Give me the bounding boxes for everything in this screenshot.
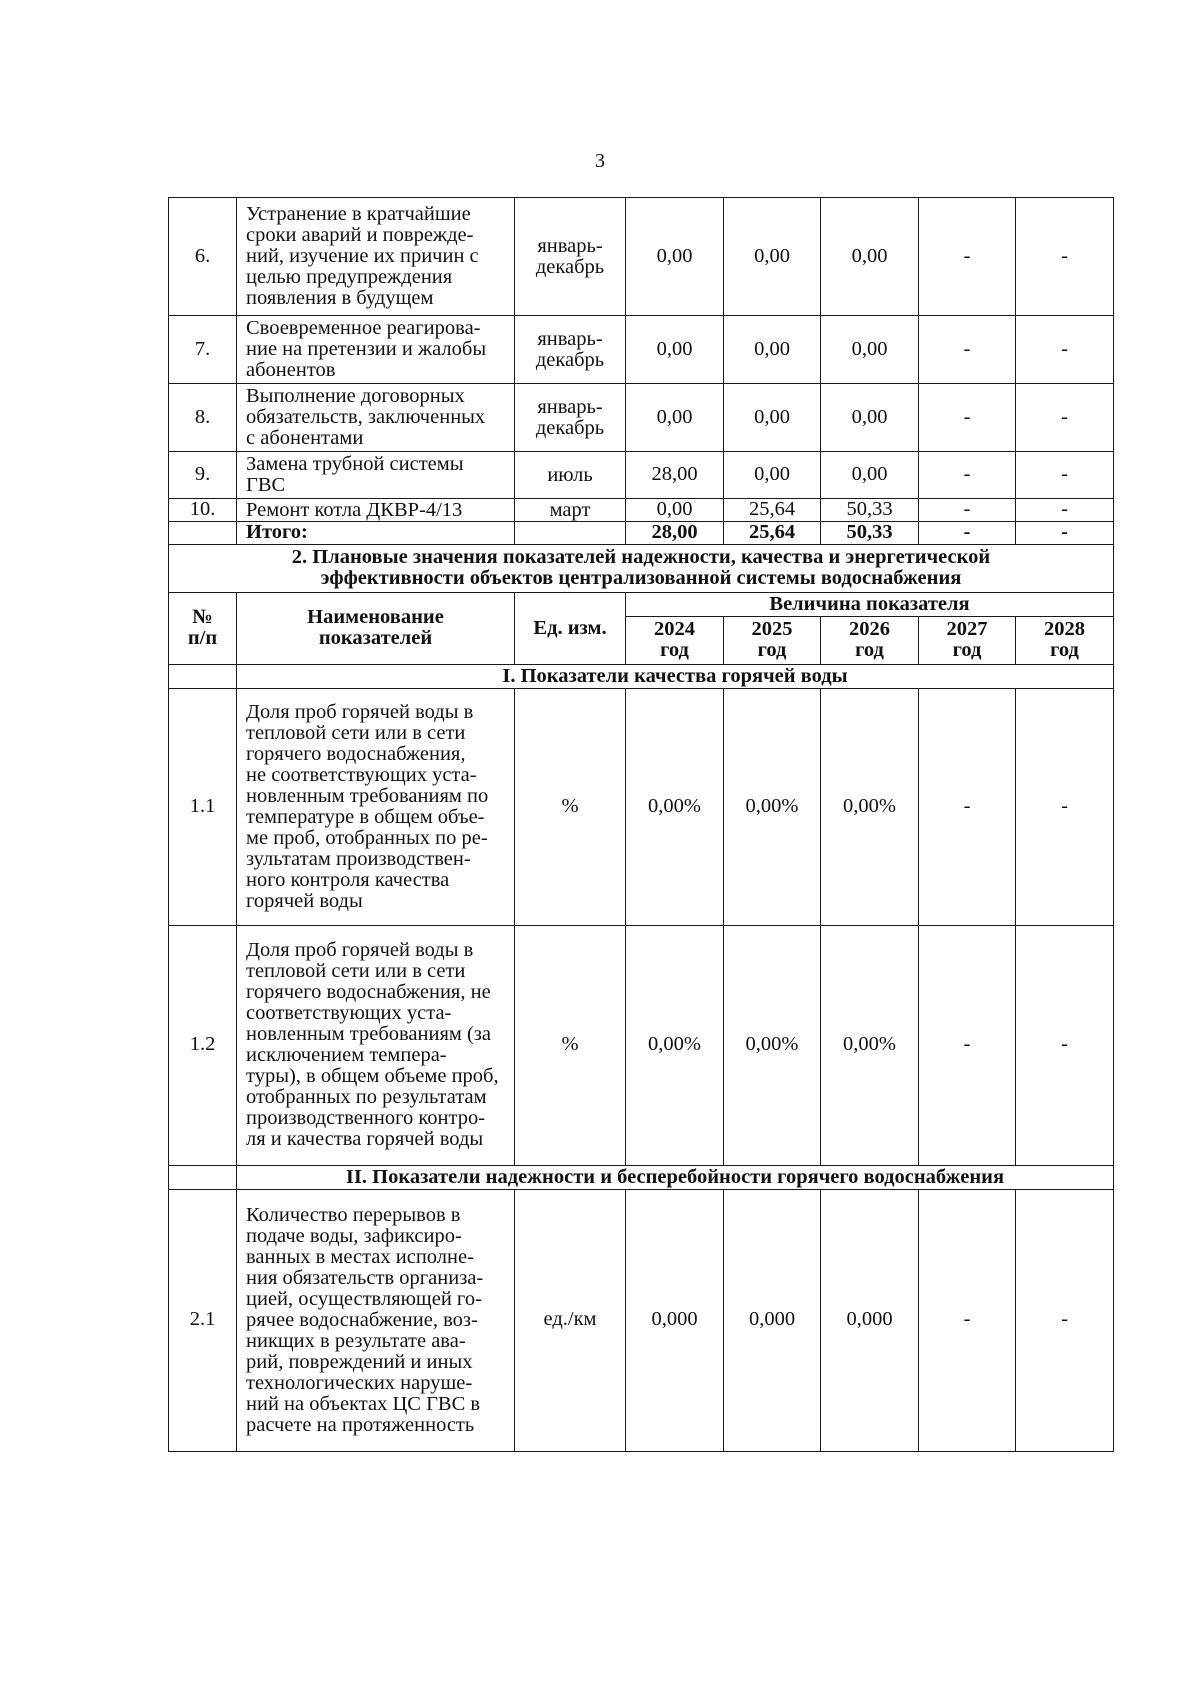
cell-line: соответствующих уста- (246, 1002, 452, 1024)
cell-line: Выполнение договорных (246, 385, 465, 407)
indicator-row (169, 925, 1114, 1165)
cell-line: Доля проб горячей воды в (246, 700, 474, 723)
value-2027: - (919, 1189, 1016, 1451)
group-reliability-title-num-cell (169, 1165, 237, 1189)
header-year-2024 (626, 616, 724, 664)
measure-name (237, 316, 515, 384)
measure-row (169, 198, 1114, 316)
cell-line: появления в будущем (246, 287, 434, 309)
total-2028: - (1016, 522, 1114, 545)
row-number: 8. (169, 384, 237, 452)
header-year-2026 (821, 616, 919, 664)
cell-line: ний на объектах ЦС ГВС в (246, 1392, 481, 1415)
cell-line: никщих в результате ава- (246, 1329, 466, 1352)
header-name (237, 592, 515, 664)
header-year-2027 (919, 616, 1016, 664)
group-reliability-title-row (169, 1165, 1114, 1189)
value-2024: 28,00 (626, 452, 724, 499)
value-2027: - (919, 198, 1016, 316)
value-2026: 0,000 (821, 1189, 919, 1451)
page-number: 3 (595, 150, 605, 172)
value-2027: - (919, 688, 1016, 925)
indicator-row (169, 1189, 1114, 1451)
year-number: 2027 (946, 618, 988, 640)
measure-name (237, 452, 515, 499)
indicator-name (237, 925, 515, 1165)
measure-row (169, 384, 1114, 452)
total-row (169, 522, 1114, 545)
value-2026: 0,00 (821, 316, 919, 384)
measure-row (169, 316, 1114, 384)
cell-line: абонентов (246, 359, 336, 381)
measure-name (237, 499, 515, 522)
indicators-table-body (169, 544, 1114, 1451)
cell-line: ля и качества горячей воды (246, 1128, 484, 1150)
group-quality-title-num-cell (169, 664, 237, 688)
cell-line: не соответствующих уста- (246, 763, 477, 786)
row-number: 10. (169, 499, 237, 522)
indicator-unit: ед./км (515, 1189, 626, 1451)
value-2024: 0,00% (626, 925, 724, 1165)
measures-table-body (169, 198, 1114, 545)
cell-line: декабрь (535, 416, 605, 439)
cell-line: новленным требованиям по (246, 784, 489, 807)
year-suffix: год (660, 639, 689, 661)
cell-line: Ремонт котла ДКВР-4/13 (246, 498, 463, 521)
value-2028: - (1016, 384, 1114, 452)
cell-line: июль (547, 463, 593, 486)
row-number: 7. (169, 316, 237, 384)
value-2027: - (919, 925, 1016, 1165)
indicators-table (168, 197, 1114, 1452)
cell-line: рячее водоснабжение, воз- (246, 1308, 478, 1331)
total-num-cell (169, 522, 237, 545)
value-2025: 0,00 (724, 384, 821, 452)
cell-line: декабрь (535, 348, 605, 371)
value-2024: 0,00 (626, 384, 724, 452)
cell-line: Доля проб горячей воды в (246, 939, 474, 961)
header-year-2025 (724, 616, 821, 664)
section-title-row (169, 544, 1114, 592)
group-reliability-title: II. Показатели надежности и бесперебойности горячего водоснабжения (237, 1165, 1114, 1189)
total-2025: 25,64 (724, 522, 821, 545)
group-quality-title: I. Показатели качества горячей воды (237, 664, 1114, 688)
value-2028: - (1016, 198, 1114, 316)
year-number: 2024 (654, 618, 695, 640)
cell-line: Устранение в кратчайшие (246, 203, 471, 225)
value-2028: - (1016, 499, 1114, 522)
year-number: 2026 (849, 618, 890, 640)
cell-line: рий, повреждений и иных (246, 1350, 473, 1373)
cell-line: ме проб, отобранных по ре- (246, 826, 488, 849)
cell-line: зультатам производствен- (246, 847, 471, 870)
header-number-line: п/п (187, 627, 218, 649)
cell-line: подаче воды, зафиксиро- (246, 1224, 462, 1247)
value-2025: 0,00% (724, 925, 821, 1165)
indicator-number: 2.1 (169, 1189, 237, 1451)
cell-line: тепловой сети или в сети (246, 960, 466, 982)
cell-line: ванных в местах исполне- (246, 1245, 474, 1268)
section-title-line: 2. Плановые значения показателей надежности, качества и энергетической (291, 546, 991, 568)
value-2024: 0,00% (626, 688, 724, 925)
section-title-line: эффективности объектов централизованной системы водоснабжения (320, 567, 962, 589)
cell-line: цией, осуществляющей го- (246, 1287, 482, 1310)
cell-line: технологических наруше- (246, 1371, 473, 1394)
value-2024: 0,00 (626, 499, 724, 522)
total-2024: 28,00 (626, 522, 724, 545)
cell-line: отобранных по результатам (246, 1086, 487, 1108)
cell-line: с абонентами (246, 427, 364, 449)
year-suffix: год (757, 639, 787, 661)
value-2026: 0,00 (821, 452, 919, 499)
cell-line: Своевременное реагирова- (246, 317, 481, 339)
header-name-line: Наименование (307, 606, 444, 628)
measure-name (237, 198, 515, 316)
row-number: 9. (169, 452, 237, 499)
indicator-number: 1.1 (169, 688, 237, 925)
section-title (169, 544, 1114, 592)
value-2027: - (919, 499, 1016, 522)
cell-line: туры), в общем объеме проб, (246, 1065, 499, 1087)
total-label: Итого: (237, 522, 515, 545)
value-2025: 0,00% (724, 688, 821, 925)
cell-line: январь- (537, 234, 603, 257)
value-2028: - (1016, 688, 1114, 925)
cell-line: температуре в общем объе- (246, 805, 485, 828)
value-2024: 0,00 (626, 198, 724, 316)
cell-line: тепловой сети или в сети (246, 721, 466, 744)
cell-line: ние на претензии и жалобы (246, 338, 487, 360)
value-2027: - (919, 384, 1016, 452)
year-number: 2025 (751, 618, 793, 640)
measure-row (169, 499, 1114, 522)
header-number-line: № (192, 606, 213, 628)
measure-period (515, 198, 626, 316)
cell-line: горячей воды (246, 889, 363, 912)
indicator-name (237, 1189, 515, 1451)
measure-period (515, 316, 626, 384)
cell-line: ний, изучение их причин с (246, 245, 479, 267)
cell-line: декабрь (535, 255, 605, 278)
total-2027: - (919, 522, 1016, 545)
cell-line: январь- (537, 395, 603, 418)
measure-name (237, 384, 515, 452)
cell-line: обязательств, заключенных (246, 406, 486, 428)
cell-line: ния обязательств организа- (246, 1266, 484, 1289)
value-2026: 0,00 (821, 198, 919, 316)
cell-line: горячего водоснабжения, (246, 742, 466, 765)
total-2026: 50,33 (821, 522, 919, 545)
value-2026: 50,33 (821, 499, 919, 522)
value-2026: 0,00% (821, 925, 919, 1165)
value-2025: 0,00 (724, 452, 821, 499)
cell-line: исключением темпера- (246, 1044, 447, 1066)
value-2027: - (919, 452, 1016, 499)
value-2028: - (1016, 1189, 1114, 1451)
indicator-row (169, 688, 1114, 925)
value-2026: 0,00% (821, 688, 919, 925)
value-2025: 0,00 (724, 316, 821, 384)
group-quality-title-row (169, 664, 1114, 688)
measure-period (515, 499, 626, 522)
measure-row (169, 452, 1114, 499)
measure-period (515, 384, 626, 452)
header-row (169, 592, 1114, 616)
header-value-group: Величина показателя (626, 592, 1114, 616)
indicator-name (237, 688, 515, 925)
cell-line: расчете на протяженность (246, 1413, 475, 1436)
indicator-unit: % (515, 688, 626, 925)
value-2028: - (1016, 316, 1114, 384)
cell-line: январь- (537, 327, 603, 350)
cell-line: сроки аварий и поврежде- (246, 224, 474, 246)
cell-line: ГВС (246, 474, 286, 496)
value-2024: 0,000 (626, 1189, 724, 1451)
cell-line: горячего водоснабжения, не (246, 981, 491, 1003)
value-2025: 0,000 (724, 1189, 821, 1451)
year-suffix: год (855, 639, 884, 661)
header-year-2028 (1016, 616, 1114, 664)
value-2025: 25,64 (724, 499, 821, 522)
value-2027: - (919, 316, 1016, 384)
value-2024: 0,00 (626, 316, 724, 384)
cell-line: Количество перерывов в (246, 1203, 461, 1226)
value-2028: - (1016, 925, 1114, 1165)
cell-line: целью предупреждения (246, 266, 453, 288)
total-period-cell (515, 522, 626, 545)
header-number (169, 592, 237, 664)
cell-line: новленным требованиям (за (246, 1023, 492, 1045)
header-name-line: показателей (318, 627, 433, 649)
cell-line: ного контроля качества (246, 868, 450, 891)
value-2028: - (1016, 452, 1114, 499)
header-unit: Ед. изм. (515, 592, 626, 664)
year-suffix: год (952, 639, 982, 661)
year-number: 2028 (1044, 618, 1085, 640)
cell-line: март (549, 498, 591, 521)
value-2026: 0,00 (821, 384, 919, 452)
row-number: 6. (169, 198, 237, 316)
cell-line: Замена трубной системы (246, 453, 464, 475)
indicator-number: 1.2 (169, 925, 237, 1165)
year-suffix: год (1050, 639, 1079, 661)
measure-period (515, 452, 626, 499)
cell-line: производственного контро- (246, 1107, 486, 1129)
value-2025: 0,00 (724, 198, 821, 316)
indicator-unit: % (515, 925, 626, 1165)
